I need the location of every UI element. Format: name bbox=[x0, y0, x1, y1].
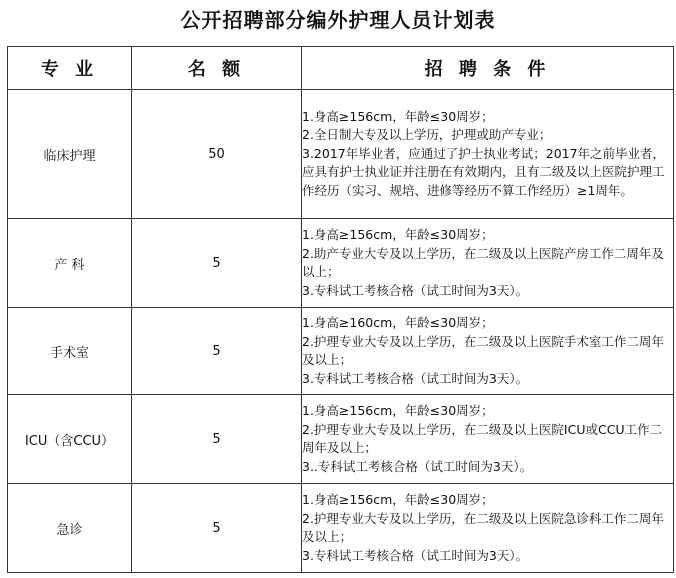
major-cell: 急诊 bbox=[8, 484, 132, 573]
table-row bbox=[8, 308, 674, 395]
major-cell: ICU（含CCU） bbox=[8, 395, 132, 484]
table-row bbox=[8, 484, 674, 573]
requirement-item: 1.身高≥156cm，年龄≤30周岁； bbox=[302, 403, 494, 418]
header-count: 名 额 bbox=[132, 47, 302, 90]
requirements-cell bbox=[302, 219, 674, 308]
count-cell: 5 bbox=[132, 395, 302, 484]
table-header-row bbox=[8, 47, 674, 90]
requirement-item: 1.身高≥156cm，年龄≤30周岁； bbox=[302, 108, 494, 124]
count-cell: 5 bbox=[132, 308, 302, 395]
requirement-item: 1.身高≥156cm，年龄≤30周岁； bbox=[302, 492, 494, 507]
requirement-item: 2.全日制大专及以上学历，护理或助产专业； bbox=[302, 127, 552, 143]
count-cell: 5 bbox=[132, 219, 302, 308]
requirements-cell bbox=[302, 90, 674, 219]
table-row bbox=[8, 395, 674, 484]
table-row bbox=[8, 90, 674, 219]
major-cell: 产 科 bbox=[8, 219, 132, 308]
requirement-item: 2.护理专业大专及以上学历，在二级及以上医院急诊科工作二周年及以上； bbox=[302, 510, 664, 544]
requirement-item: 2.助产专业大专及以上学历，在二级及以上医院产房工作二周年及以上； bbox=[302, 245, 664, 279]
requirement-item: 3.专科试工考核合格（试工时间为3天）。 bbox=[302, 370, 529, 386]
requirement-item: 3.专科试工考核合格（试工时间为3天）。 bbox=[302, 547, 529, 563]
requirement-item: 1.身高≥160cm，年龄≤30周岁； bbox=[302, 315, 494, 330]
table-row bbox=[8, 219, 674, 308]
header-requirements: 招 聘 条 件 bbox=[302, 47, 674, 90]
requirements-cell bbox=[302, 308, 674, 395]
major-cell: 手术室 bbox=[8, 308, 132, 395]
count-cell: 5 bbox=[132, 484, 302, 573]
count-cell: 50 bbox=[132, 90, 302, 219]
requirements-cell bbox=[302, 484, 674, 573]
requirements-cell bbox=[302, 395, 674, 484]
header-major: 专 业 bbox=[8, 47, 132, 90]
requirement-item: 2.护理专业大专及以上学历，在二级及以上医院手术室工作二周年及以上； bbox=[302, 333, 664, 367]
recruitment-plan-table bbox=[7, 46, 674, 573]
requirement-item: 3.专科试工考核合格（试工时间为3天）。 bbox=[302, 282, 529, 298]
page-title: 公开招聘部分编外护理人员计划表 bbox=[180, 8, 496, 32]
requirement-item: 3.2017年毕业者，应通过了护士执业考试；2017年之前毕业者，应具有护士执业证并注册在有效期内，且有二级及以上医院护理工作经历（实习、规培、进修等经历不算工作经历）≥1周年。 bbox=[302, 145, 666, 198]
requirement-item: 3..专科试工考核合格（试工时间为3天）。 bbox=[302, 458, 533, 474]
requirement-item: 2.护理专业大专及以上学历，在二级及以上医院ICU或CCU工作二周年及以上； bbox=[302, 421, 663, 455]
major-cell: 临床护理 bbox=[8, 90, 132, 219]
requirement-item: 1.身高≥156cm，年龄≤30周岁； bbox=[302, 227, 494, 242]
